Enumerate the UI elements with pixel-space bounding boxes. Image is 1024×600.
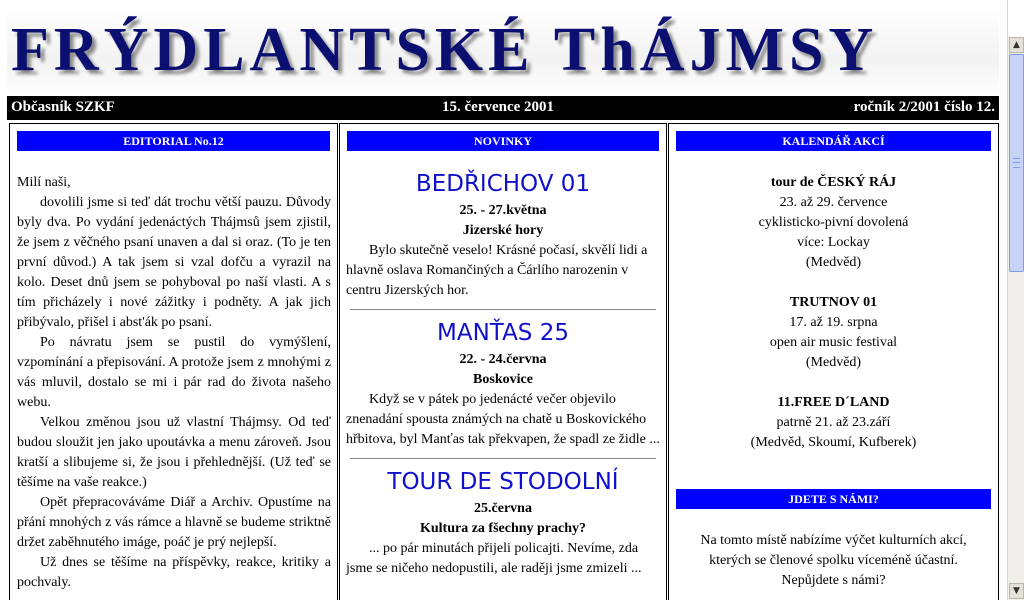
editorial-paragraph: Velkou změnou jsou už vlastní Thájmsy. Od teď budou sloužit jen jako upoutávka a menu zároveň. Jsou kratší a slibujeme si, že jsou i přehlednější. (Už teď se těšíme na vaše reakce.)	[17, 415, 331, 490]
news-item	[346, 151, 660, 310]
calendar-header: KALENDÁŘ AKCÍ	[676, 131, 991, 151]
news-header: NOVINKY	[347, 131, 659, 151]
news-item	[346, 310, 660, 459]
news-title-link[interactable]: MANŤAS 25	[437, 320, 569, 346]
news-place: Kultura za fšechny prachy?	[419, 521, 587, 536]
news-title-link[interactable]: TOUR DE STODOLNÍ	[387, 469, 619, 495]
event-line: open air music festival	[769, 335, 898, 350]
event-title: tour de ČESKÝ RÁJ	[770, 175, 897, 190]
event-line: více: Lockay	[797, 235, 870, 250]
news-date: 25.června	[474, 501, 532, 516]
editorial-greeting: Milí naši,	[17, 175, 71, 190]
news-title-link[interactable]: BEDŘICHOV 01	[415, 171, 591, 197]
event-line: patrně 21. až 23.září	[776, 415, 891, 430]
calendar-column	[668, 123, 999, 600]
editorial-paragraph: dovolili jsme si teď dát trochu větší pauzu. Důvody byly dva. Po vydání jedenáctých Thájmsů jsem zjistil, že jsem z věčného psaní unaven a dal si oraz. (To je ten první důvod.) A tak jsem si vzal dofču a vyrazil na kolo. Deset dnů jsem se pohyboval po naší vlasti. A s tím přicházely i nové zážitky i podněty. A jak jich přibývalo, přišel i abst'ák po psaní.	[17, 195, 331, 330]
scroll-up-button[interactable]	[1009, 37, 1024, 53]
event-line: cyklisticko-pivní dovolená	[758, 215, 909, 230]
arrow-down-icon: ▼	[1013, 586, 1020, 596]
editorial-paragraph: Opět přepracováváme Diář a Archiv. Opustíme na přání mnohých z vás rámce a hlavně se budeme striktně držet zaběhnutého imáge, poáč je prý nejlepší.	[17, 495, 331, 550]
arrow-up-icon: ▲	[1013, 40, 1020, 50]
editorial-body	[10, 151, 337, 593]
event-line: (Medvěd)	[805, 355, 862, 370]
news-list	[340, 151, 666, 579]
grip-icon	[1013, 158, 1020, 168]
news-place: Jizerské hory	[462, 223, 544, 238]
scrollbar-thumb[interactable]	[1009, 54, 1024, 272]
editorial-column	[9, 123, 338, 600]
news-item	[346, 459, 660, 579]
issue-date: 15. července 2001	[442, 99, 555, 115]
scrollbar-top-gap	[1008, 0, 1024, 37]
calendar-event	[675, 393, 992, 453]
event-title: TRUTNOV 01	[789, 295, 878, 310]
masthead-title: FRÝDLANTSKÉ ThÁJMSY	[11, 16, 879, 84]
event-line: 17. až 19. srpna	[789, 315, 878, 330]
join-us-text: Na tomto místě nabízíme výčet kulturních akcí, kterých se členové spolku víceméně účastní. Nepůjdete s námi?	[700, 533, 967, 588]
calendar-event	[675, 173, 992, 273]
event-title: 11.FREE D´LAND	[777, 395, 890, 410]
event-line: (Medvěd)	[805, 255, 862, 270]
news-text: Když se v pátek po jedenácté večer objevilo znenadání spousta známých na chatě u Boskovického hřbitova, byl Manťas tak překvapen, že spadl ze židle ...	[346, 392, 660, 447]
vertical-scrollbar[interactable]	[1007, 0, 1024, 600]
event-line: (Medvěd, Skoumí, Kufberek)	[750, 435, 917, 450]
event-line: 23. až 29. července	[779, 195, 888, 210]
publication-name: Občasník SZKF	[11, 99, 115, 115]
masthead-banner	[7, 9, 999, 95]
news-text: ... po pár minutách přijeli policajti. Nevíme, zda jsme se ničeho nedopustili, ale raději jsme zmizeli ...	[346, 541, 642, 576]
calendar-event	[675, 293, 992, 373]
news-place: Boskovice	[473, 372, 533, 387]
calendar-list	[669, 173, 998, 453]
info-bar	[7, 96, 999, 120]
editorial-paragraph: Už dnes se těšíme na příspěvky, reakce, kritiky a pochvaly.	[17, 555, 331, 590]
news-text: Bylo skutečně veselo! Krásné počasí, skvělí lidi a hlavně oslava Romančiných a Čárlího narozenin v centru Jizerských hor.	[346, 243, 648, 298]
editorial-paragraph: Po návratu jsem se pustil do vymýšlení, vzpomínání a přepisování. A protože jsem z mnohými z vás mluvil, dostalo se mi i pár rad do života našeho webu.	[17, 335, 331, 410]
news-date: 22. - 24.června	[459, 352, 547, 367]
top-strip	[0, 0, 1007, 9]
join-us-header: JDETE S NÁMI?	[676, 489, 991, 509]
scroll-down-button[interactable]	[1009, 583, 1024, 599]
news-column	[339, 123, 667, 600]
issue-number: ročník 2/2001 číslo 12.	[853, 99, 995, 115]
editorial-header: EDITORIAL No.12	[17, 131, 330, 151]
news-date: 25. - 27.května	[459, 203, 547, 218]
